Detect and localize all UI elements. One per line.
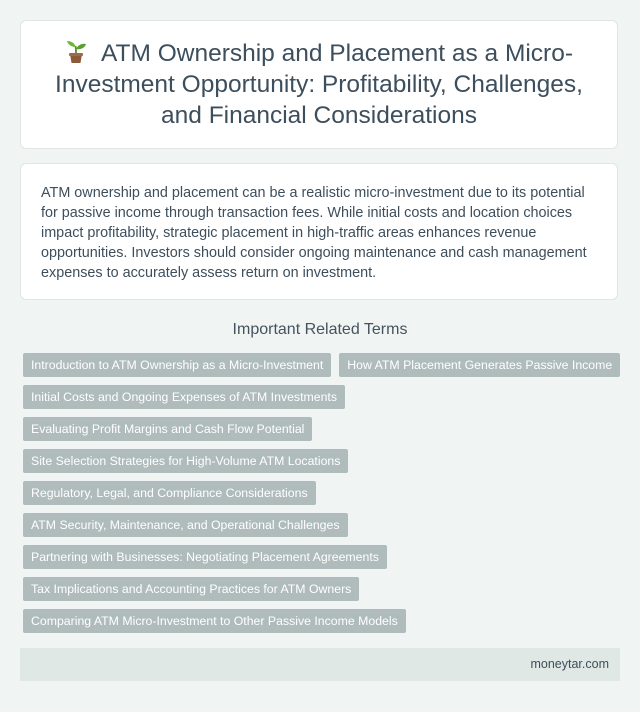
related-term-tag[interactable]: Partnering with Businesses: Negotiating Placement Agreements xyxy=(23,545,387,569)
footer-site: moneytar.com xyxy=(530,657,609,671)
related-terms-list xyxy=(23,353,623,633)
summary-text: ATM ownership and placement can be a realistic micro-investment due to its potential for passive income through transaction fees. While initial costs and location choices impact profitability, strategic placement in high-traffic areas enhances revenue opportunities. Investors should consider ongoing maintenance and cash management expenses to accurately assess return on investment. xyxy=(41,185,587,281)
summary-card xyxy=(20,163,618,300)
related-term-tag[interactable]: ATM Security, Maintenance, and Operational Challenges xyxy=(23,513,348,537)
related-term-tag[interactable]: Evaluating Profit Margins and Cash Flow Potential xyxy=(23,417,312,441)
footer xyxy=(20,648,620,681)
related-term-tag[interactable]: How ATM Placement Generates Passive Income xyxy=(339,353,620,377)
related-terms-heading: Important Related Terms xyxy=(232,321,408,338)
related-term-tag[interactable]: Tax Implications and Accounting Practices for ATM Owners xyxy=(23,577,359,601)
related-term-tag[interactable]: Site Selection Strategies for High-Volume ATM Locations xyxy=(23,449,348,473)
related-term-tag[interactable]: Initial Costs and Ongoing Expenses of ATM Investments xyxy=(23,385,345,409)
related-term-tag[interactable]: Comparing ATM Micro-Investment to Other Passive Income Models xyxy=(23,609,406,633)
sprout-icon xyxy=(65,40,87,64)
related-term-tag[interactable]: Introduction to ATM Ownership as a Micro-Investment xyxy=(23,353,331,377)
page-title xyxy=(51,38,587,131)
title-card xyxy=(20,20,618,149)
page-title-text: ATM Ownership and Placement as a Micro-Investment Opportunity: Profitability, Challenges, and Financial Considerations xyxy=(55,40,583,129)
related-term-tag[interactable]: Regulatory, Legal, and Compliance Considerations xyxy=(23,481,316,505)
